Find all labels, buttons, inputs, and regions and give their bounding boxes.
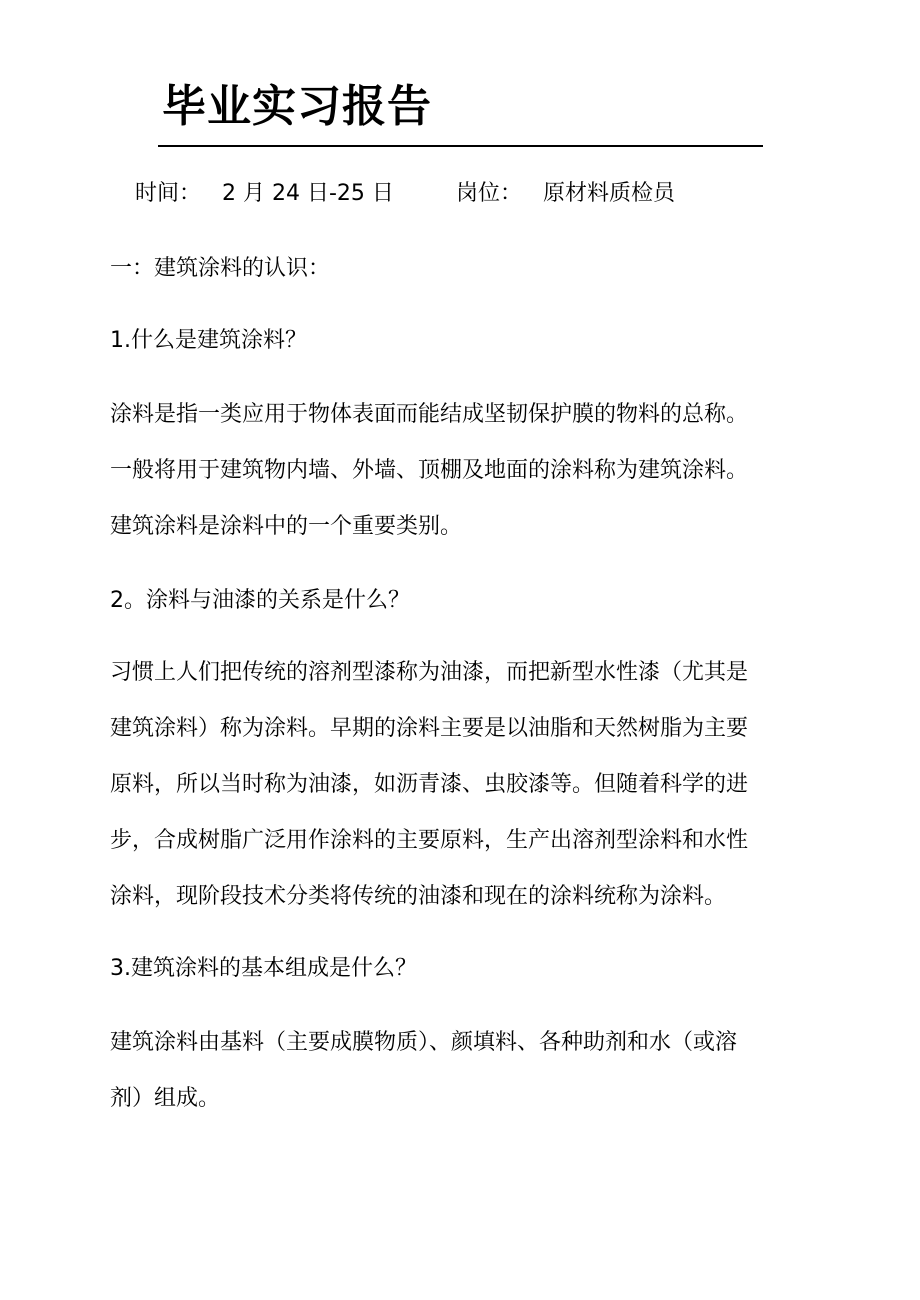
document-title: 毕业实习报告 — [162, 81, 432, 132]
answer-2-line: 原料，所以当时称为油漆，如沥青漆、虫胶漆等。但随着科学的进 — [110, 772, 749, 797]
time-value: 2 月 24 日-25 日 — [222, 181, 394, 206]
answer-2-line: 习惯上人们把传统的溶剂型漆称为油漆，而把新型水性漆（尤其是 — [110, 660, 749, 685]
post-label: 岗位： — [456, 181, 523, 206]
answer-3-line: 剂）组成。 — [110, 1086, 221, 1111]
answer-1-line: 建筑涂料是涂料中的一个重要类别。 — [110, 514, 463, 539]
question-2: 2。涂料与油漆的关系是什么？ — [110, 588, 410, 613]
section-heading: 一：建筑涂料的认识： — [110, 256, 331, 281]
post-value: 原材料质检员 — [543, 181, 676, 206]
time-label: 时间： — [135, 181, 202, 206]
question-3: 3.建筑涂料的基本组成是什么？ — [110, 956, 417, 981]
question-1: 1.什么是建筑涂料？ — [110, 328, 307, 353]
answer-1-line: 涂料是指一类应用于物体表面而能结成坚韧保护膜的物料的总称。 — [110, 402, 749, 427]
answer-2-line: 建筑涂料）称为涂料。早期的涂料主要是以油脂和天然树脂为主要 — [110, 716, 749, 741]
answer-2-line: 涂料，现阶段技术分类将传统的油漆和现在的涂料统称为涂料。 — [110, 884, 727, 909]
answer-3-line: 建筑涂料由基料（主要成膜物质）、颜填料、各种助剂和水（或溶 — [110, 1030, 738, 1055]
answer-2-line: 步，合成树脂广泛用作涂料的主要原料，生产出溶剂型涂料和水性 — [110, 828, 749, 853]
answer-1-line: 一般将用于建筑物内墙、外墙、顶棚及地面的涂料称为建筑涂料。 — [110, 458, 749, 483]
title-underline — [158, 145, 763, 147]
